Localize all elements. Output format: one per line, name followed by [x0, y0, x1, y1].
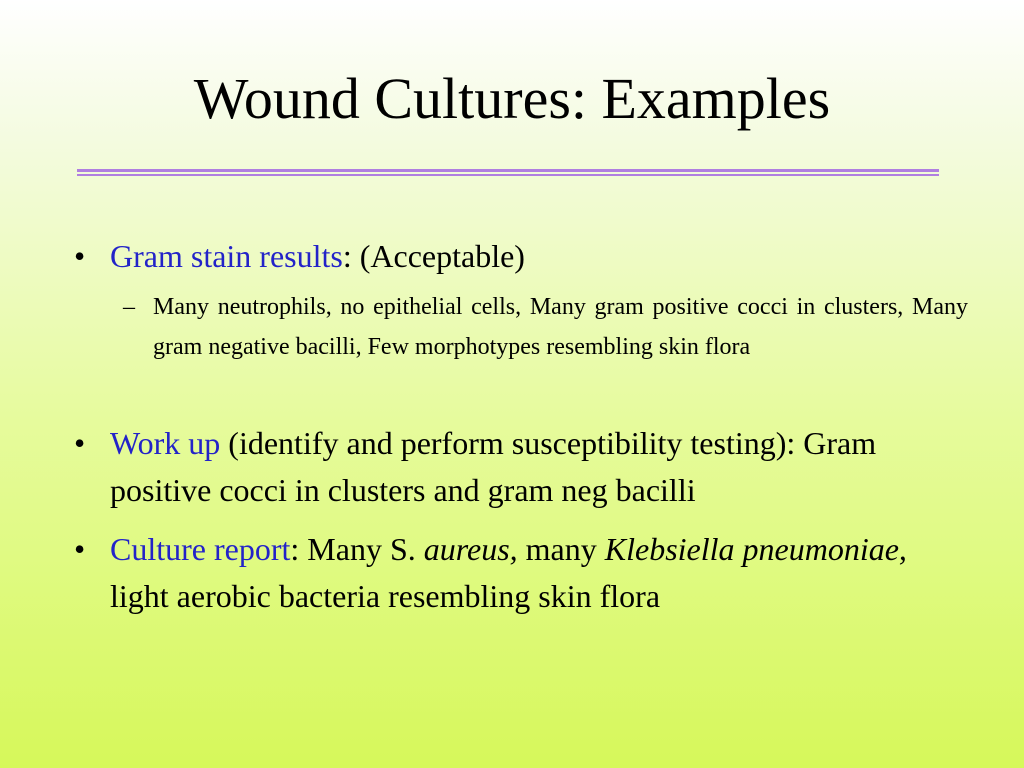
slide-title: Wound Cultures: Examples: [193, 66, 831, 131]
bullet-label-gram-stain: Gram stain results: [110, 238, 343, 274]
dash-icon: –: [123, 294, 135, 320]
bullet-text-gram-stain: : (Acceptable): [342, 238, 525, 274]
organism-klebsiella: Klebsiella pneumoniae,: [604, 531, 907, 567]
bullet-label-work-up: Work up: [110, 425, 221, 461]
bullet-text-culture-report-3: light aerobic bacteria resembling skin flora: [110, 578, 661, 614]
bullet-gram-stain: [74, 233, 970, 280]
bullet-text-work-up: (identify and perform susceptibility testing): Gram positive cocci in clusters and gram neg bacilli: [110, 425, 877, 508]
bullet-text-culture-report-1: : Many S.: [290, 531, 424, 567]
bullet-work-up: [74, 420, 970, 514]
bullet-icon: •: [74, 531, 86, 567]
sub-bullet-gram-stain-detail: [123, 287, 968, 367]
sub-bullet-text: Many neutrophils, no epithelial cells, Many gram positive cocci in clusters, Many gram negative bacilli, Few morphotypes resembling skin flora: [153, 294, 968, 360]
bullet-text-culture-report-2: many: [517, 531, 605, 567]
bullet-culture-report: [74, 526, 970, 620]
organism-aureus: aureus,: [423, 531, 518, 567]
bullet-label-culture-report: Culture report: [110, 531, 291, 567]
bullet-icon: •: [74, 238, 86, 274]
bullet-icon: •: [74, 425, 86, 461]
